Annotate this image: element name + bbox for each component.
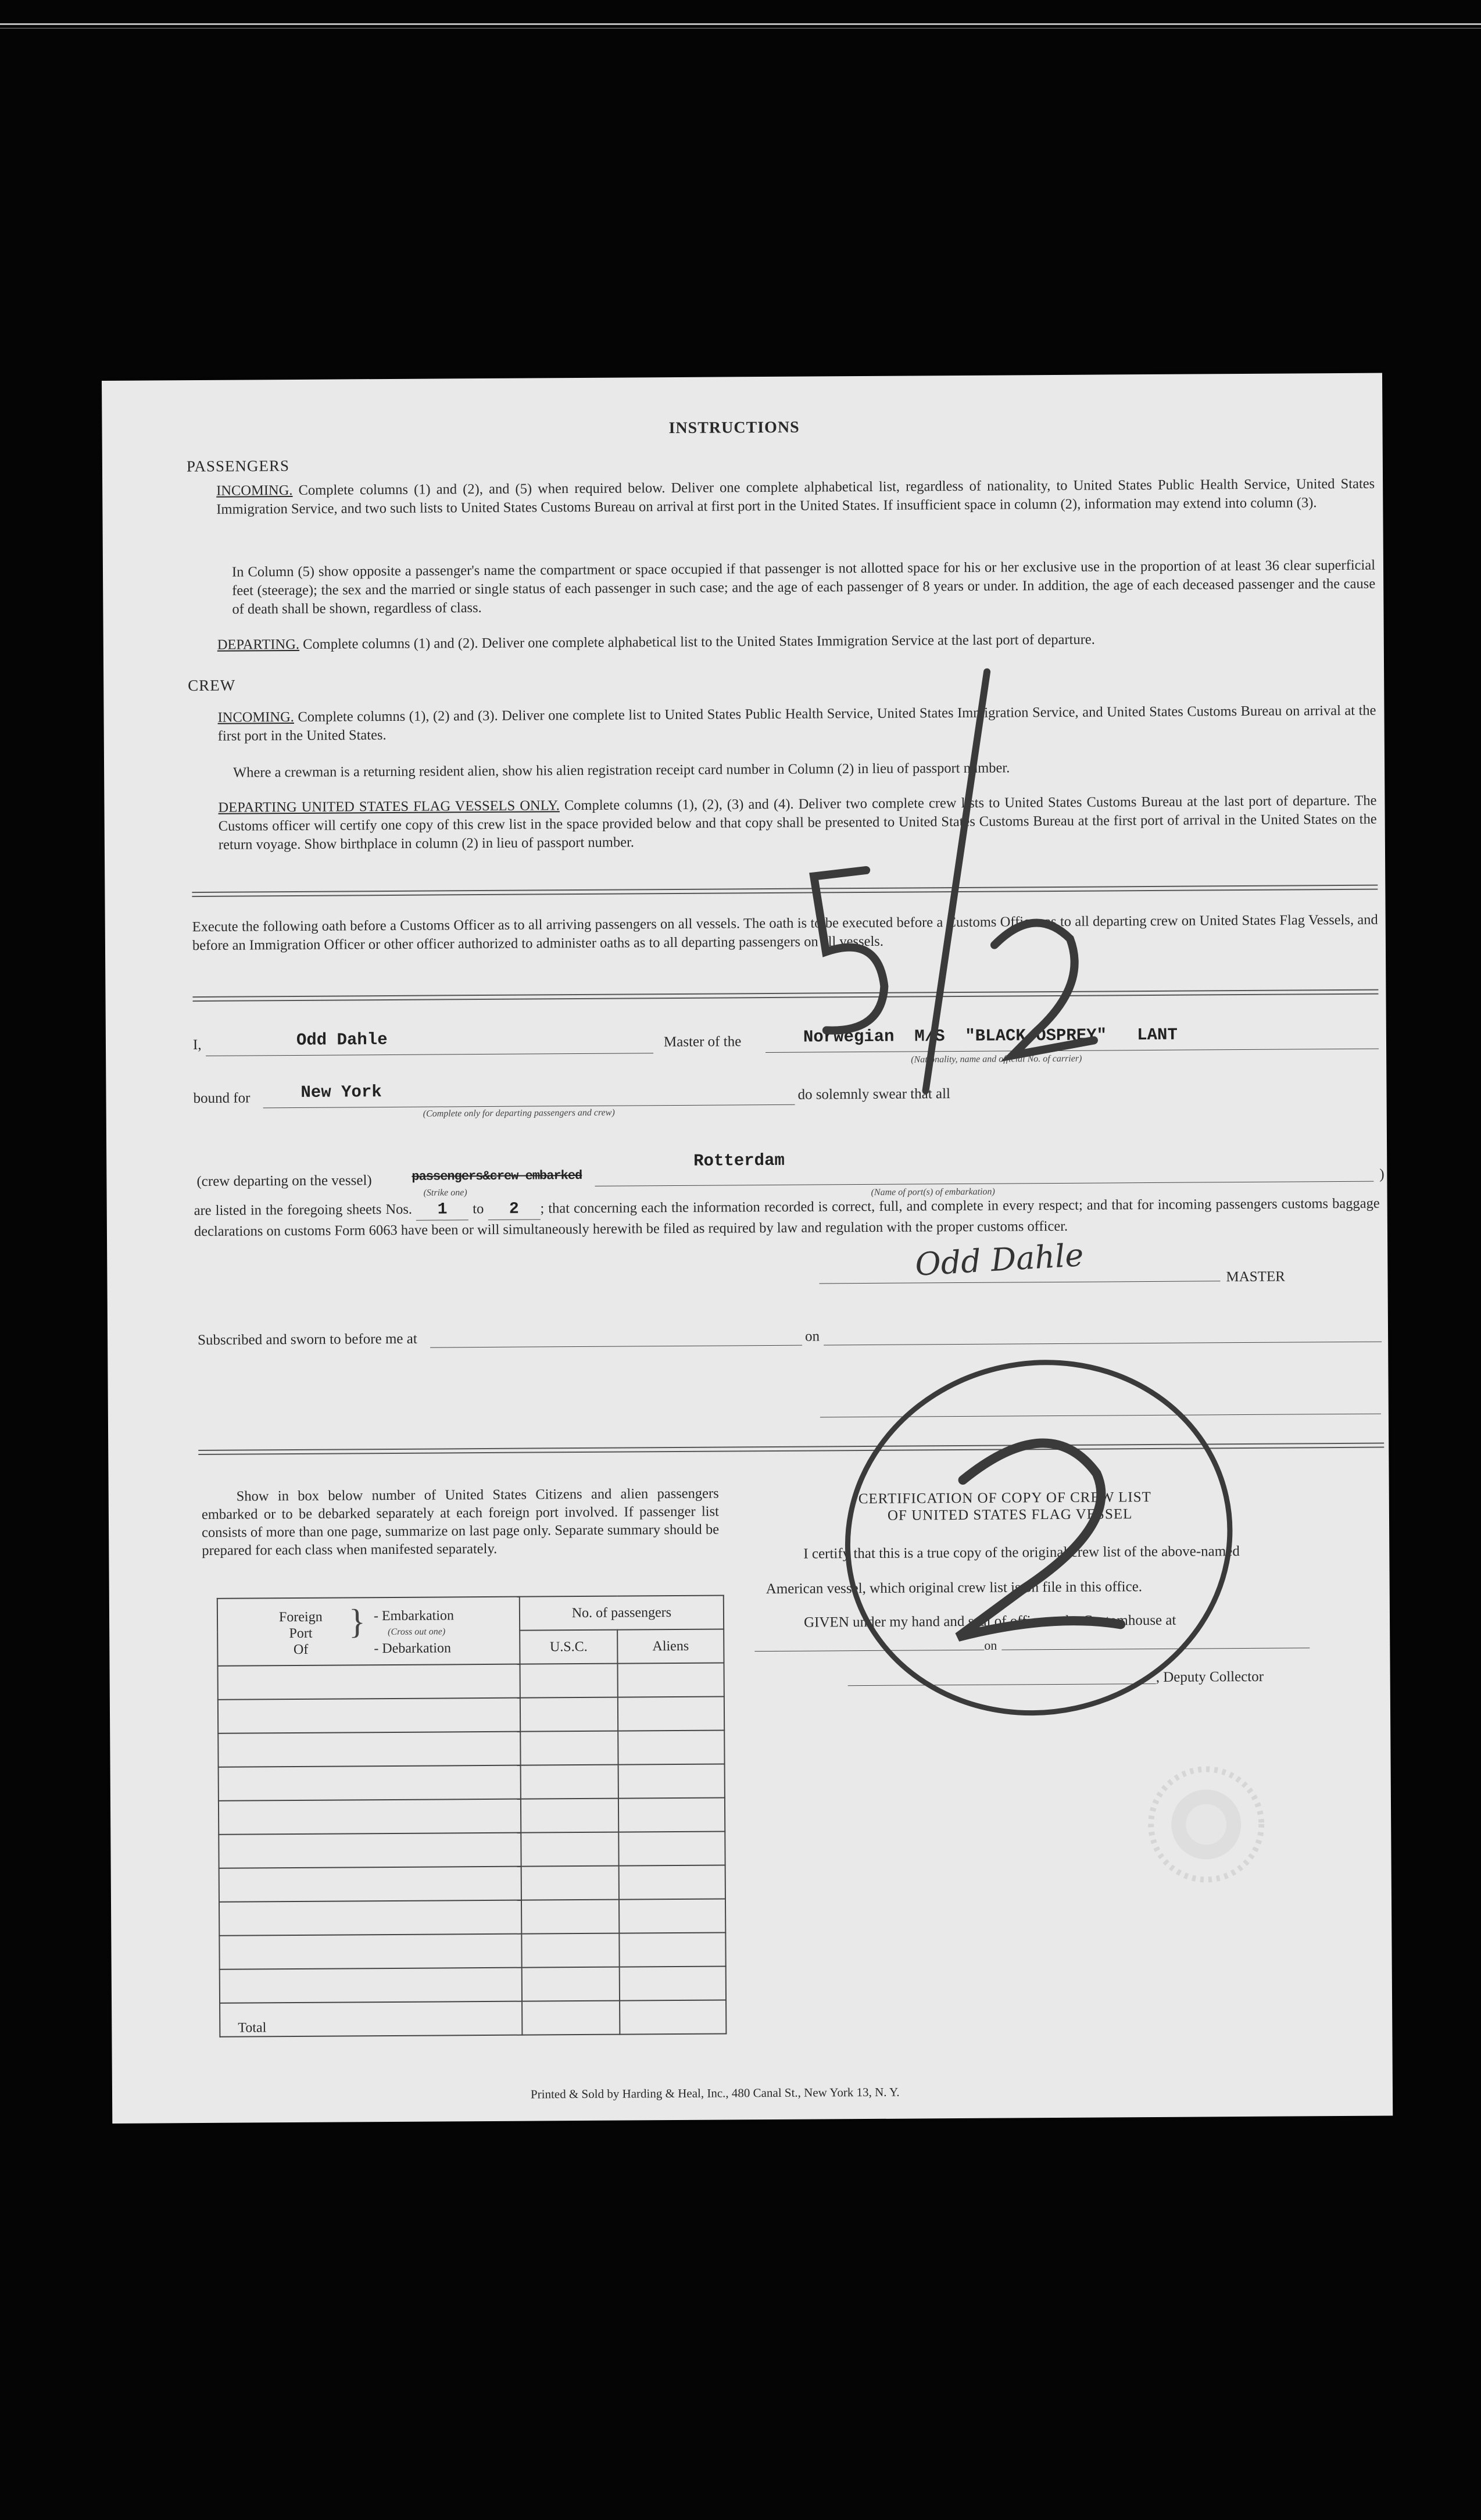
crew-list-form-page <box>102 373 1393 2124</box>
cert-text-3: GIVEN under my hand and seal of office at the Customhouse at <box>803 1612 1176 1631</box>
crew-incoming-text: Complete columns (1), (2) and (3). Deliver one complete list to United States Public Health Service, United States Immigration Service, and United States Customs Bureau on arrival at the first port in the United States. <box>217 702 1376 744</box>
aliens-header: Aliens <box>617 1629 724 1664</box>
table-cell <box>522 1967 620 2001</box>
table-cell <box>520 1664 617 1698</box>
table-cell <box>218 1698 520 1733</box>
subscribed-on-label: on <box>804 1328 820 1345</box>
table-cell <box>521 1799 618 1833</box>
cert-text-2: American vessel, which original crew list is on file in this office. <box>765 1579 1143 1597</box>
master-name-line <box>206 1053 653 1056</box>
crew-incoming-label: INCOMING. <box>217 709 294 725</box>
instructions-title: INSTRUCTIONS <box>668 418 800 438</box>
crew-flag-label: DEPARTING UNITED STATES FLAG VESSELS ONLY. <box>218 798 560 816</box>
table-row <box>218 1697 724 1733</box>
table-cell <box>219 1799 521 1835</box>
sheet-to: 2 <box>488 1199 540 1220</box>
cert-title-1: CERTIFICATION OF COPY OF CREW LIST <box>858 1489 1151 1507</box>
handwritten-5 <box>814 870 885 1031</box>
table-row <box>218 1730 724 1767</box>
customs-seal-stamp <box>1139 1757 1273 1892</box>
table-cell <box>521 1933 619 1968</box>
table-row <box>219 1797 725 1834</box>
passengers-departing-label: DEPARTING. <box>217 636 300 653</box>
table-cell <box>218 1732 520 1767</box>
bound-for-destination: New York <box>301 1082 382 1102</box>
table-cell <box>619 1899 725 1933</box>
table-cell <box>520 1697 618 1732</box>
handwritten-2 <box>995 923 1094 1056</box>
passengers-departing-text: Complete columns (1) and (2). Deliver one complete alphabetical list to the United States Immigration Service at the last port of departure. <box>303 631 1095 652</box>
table-total-row <box>220 2000 726 2036</box>
table-cell <box>521 1765 618 1799</box>
cert-on-label: on <box>984 1638 997 1653</box>
deputy-collector-label: , Deputy Collector <box>1156 1668 1264 1685</box>
swear-text: do solemnly swear that all <box>797 1086 951 1103</box>
passenger-tally-table <box>217 1595 727 2037</box>
cert-text-1: I certify that this is a true copy of the original crew list of the above-named <box>803 1543 1240 1562</box>
port-of-embarkation: Rotterdam <box>693 1150 785 1171</box>
cross-out-caption: (Cross out one) <box>388 1627 446 1638</box>
sheets-pre: are listed in the foregoing sheets Nos. <box>194 1201 413 1219</box>
subscribed-label: Subscribed and sworn to before me at <box>198 1331 417 1349</box>
table-cell <box>618 1764 725 1798</box>
table-row <box>219 1932 725 1969</box>
show-box-paragraph: Show in box below number of United States Citizens and alien passengers embarked or to be debarked separately at each foreign port involved. If passenger list consists of more than one page, summarize on last page only. Separate summary should be prepared for each class when manifested separately. <box>201 1485 720 1559</box>
table-cell <box>219 1765 521 1801</box>
oath-intro-paragraph: Execute the following oath before a Customs Officer as to all arriving passengers on all vessels. The oath is to be executed before a Customs Officer as to all departing crew on United States Flag Vessels, and before an Immigration Officer or other officer authorized to administer oaths as to all departing passengers on all vessels. <box>192 912 1378 954</box>
passengers-column5-paragraph: In Column (5) show opposite a passenger's name the compartment or space occupied if that passenger is not allotted space for his or her exclusive use in the proportion of at least 36 clear superficial feet (steerage); the sex and the married or single status of each passenger in such case; and the age of each passenger of 8 years or under. In addition, the age of each deceased passenger and the cause of death shall be shown, regardless of class. <box>231 557 1376 617</box>
crew-flag-text: Complete columns (1), (2), (3) and (4). Deliver two complete crew lists to United States Customs Bureau at the last port of departure. The Customs officer will certify one copy of this crew list in the space provided below and that copy shall be presented to United States Customs Bureau at the first port of arrival in the United States on the return voyage. Show birthplace in column (2) in lieu of passport number. <box>218 792 1377 853</box>
handwritten-circle-2 <box>957 1443 1121 1637</box>
table-cell <box>619 1865 725 1899</box>
table-row <box>219 1764 725 1800</box>
brace-icon: } <box>348 1602 366 1641</box>
table-cell <box>618 1730 724 1764</box>
passengers-incoming-text: Complete columns (1) and (2), and (5) when required below. Deliver one complete alphabetical list, regardless of nationality, to United States Public Health Service, United States Immigration Service, and two such lists to United States Customs Bureau on arrival at first port in the United States. If insufficient space in column (2), information may extend into column (3). <box>216 476 1375 517</box>
table-cell <box>219 1833 521 1868</box>
master-signature: Odd Dahle <box>914 1236 1085 1284</box>
struck-out-words: passengers&crew embarked <box>412 1168 582 1184</box>
crew-departing-label: (crew departing on the vessel) <box>196 1173 372 1190</box>
bound-for-caption: (Complete only for departing passengers and crew) <box>423 1107 615 1119</box>
port-label: Port <box>289 1625 313 1642</box>
bound-for-label: bound for <box>193 1090 251 1107</box>
table-row <box>219 1831 725 1868</box>
master-of-the-label: Master of the <box>663 1034 742 1050</box>
table-row <box>218 1663 724 1700</box>
cert-title-2: OF UNITED STATES FLAG VESSEL <box>887 1506 1133 1524</box>
table-cell <box>219 1867 521 1902</box>
handwritten-slash <box>923 672 989 1091</box>
port-header-cell <box>217 1597 520 1666</box>
foreign-port-of <box>279 1609 323 1658</box>
usc-header: U.S.C. <box>520 1630 617 1664</box>
master-label: MASTER <box>1226 1268 1285 1285</box>
vessel-caption: (Nationality, name and official No. of carrier) <box>911 1053 1082 1065</box>
crew-resident-paragraph: Where a crewman is a returning resident alien, show his alien registration receipt card number in Column (2) in lieu of passport number. <box>233 760 1010 781</box>
table-row <box>219 1865 725 1901</box>
oath-i-label: I, <box>192 1036 202 1053</box>
total-label: Total <box>220 2001 522 2037</box>
handwritten-marks <box>742 565 1365 1743</box>
table-cell <box>220 1968 522 2003</box>
port-caption: (Name of port(s) of embarkation) <box>871 1186 995 1198</box>
table-cell <box>218 1664 520 1700</box>
sheet-to-word: to <box>473 1201 484 1217</box>
table-cell <box>619 1932 725 1967</box>
table-row <box>220 1966 726 2003</box>
of-label: Of <box>293 1642 309 1658</box>
passengers-incoming-label: INCOMING. <box>216 482 293 499</box>
scan-edge-top <box>0 23 1481 25</box>
vessel-name: Norwegian M/S "BLACK OSPREY" LANT <box>803 1025 1178 1047</box>
printer-footer: Printed & Sold by Harding & Heal, Inc., 480 Canal St., New York 13, N. Y. <box>530 2085 900 2101</box>
table-cell <box>618 1831 725 1865</box>
embarkation-label: - Embarkation <box>373 1608 455 1624</box>
table-cell <box>521 1866 619 1900</box>
no-passengers-header: No. of passengers <box>520 1596 724 1631</box>
struck-out-text <box>412 1168 582 1184</box>
passengers-heading: PASSENGERS <box>186 457 290 476</box>
sheet-from: 1 <box>416 1200 468 1221</box>
crew-heading: CREW <box>188 676 236 695</box>
table-cell <box>618 1797 725 1832</box>
table-cell <box>618 1697 724 1731</box>
bound-for-line <box>263 1104 795 1109</box>
total-usc-cell <box>522 2001 620 2035</box>
subscribed-place-line <box>430 1345 802 1348</box>
table-cell <box>219 1934 521 1969</box>
sheets-post: ; that concerning each the information recorded is correct, full, and complete in every respect; and that for incoming passengers customs baggage declarations on customs Form 6063 have been or will simultaneously herewith be filed as required by law and regulation with the proper customs officer. <box>194 1195 1380 1240</box>
table-header-row <box>217 1596 724 1632</box>
passengers-incoming-paragraph <box>216 475 1375 519</box>
strike-one-caption: (Strike one) <box>423 1188 467 1198</box>
handwritten-circle <box>814 1327 1264 1743</box>
debarkation-label: - Debarkation <box>374 1640 452 1657</box>
foreign-label: Foreign <box>278 1609 323 1625</box>
master-name: Odd Dahle <box>296 1030 388 1050</box>
table-row <box>219 1899 725 1935</box>
closing-paren: ) <box>1379 1166 1385 1182</box>
table-cell <box>521 1900 619 1934</box>
table-cell <box>521 1832 618 1867</box>
table-cell <box>219 1900 521 1936</box>
table-cell <box>520 1731 618 1765</box>
table-cell <box>617 1663 724 1697</box>
total-aliens-cell <box>620 2000 726 2034</box>
table-cell <box>620 1966 726 2000</box>
